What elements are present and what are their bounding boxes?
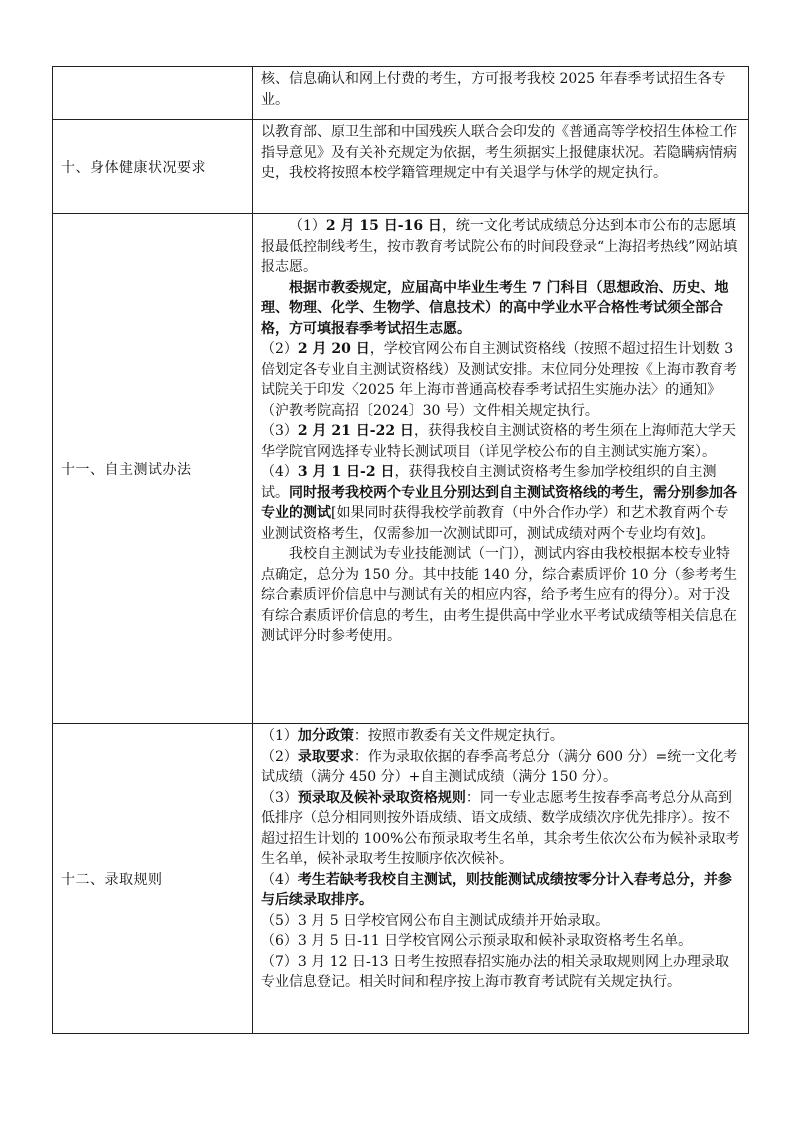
content-paragraph — [261, 788, 742, 870]
body-text: （2） — [261, 748, 298, 765]
body-text: 以教育部、原卫生部和中国残疾人联合会印发的《普通高等学校招生体检工作指导意见》及有关补充规定为依据，考生须据实上报健康状况。若隐瞒病情病史，我校将按照本校学籍管理规定中有关退学与休学的规定执行。 — [261, 124, 737, 181]
section-label-cell — [53, 67, 253, 120]
section-label-cell — [53, 214, 253, 724]
section-label: 十一、自主测试办法 — [61, 461, 192, 478]
bold-text: 2 月 20 日 — [297, 341, 370, 357]
bold-text: 预录取及候补录取资格规则 — [297, 789, 466, 806]
bold-text: 加分政策 — [297, 728, 354, 744]
section-content-cell — [253, 67, 749, 120]
section-label-cell — [53, 724, 253, 1034]
section-label: 十二、录取规则 — [61, 871, 163, 888]
bold-text: 根据市教委规定，应届高中毕业生考生 7 门科目（思想政治、历史、地理、物理、化学、生物学、信息技术）的高中学业水平合格性考试须全部合格，方可填报春季考试招生志愿。 — [261, 279, 729, 337]
body-text: （3） — [261, 423, 298, 439]
content-paragraph — [261, 726, 742, 747]
content-paragraph — [261, 747, 742, 788]
bold-text: 考生若缺考我校自主测试，则技能测试成绩按零分计入春考总分，并参与后续录取排序。 — [261, 871, 732, 908]
section-label: 十、身体健康状况要求 — [61, 159, 206, 176]
table-row — [53, 724, 749, 1034]
section-label-cell — [53, 120, 253, 214]
section-content-cell — [253, 724, 749, 1034]
bold-text: 3 月 1 日-2 日 — [297, 464, 395, 480]
section-content-cell — [253, 214, 749, 724]
body-text: [如果同时获得我校学前教育（中外合作办学）和艺术教育两个专业测试资格考生，仅需参加一次测试即可，测试成绩对两个专业均有效]。 — [261, 505, 729, 542]
section-content-cell — [253, 120, 749, 214]
body-text: （1） — [261, 728, 298, 744]
content-paragraph — [261, 421, 742, 462]
body-text: （3） — [261, 789, 298, 806]
content-paragraph — [261, 69, 742, 110]
content-paragraph — [261, 544, 742, 647]
content-paragraph — [261, 122, 742, 184]
content-paragraph — [261, 339, 742, 421]
content-paragraph — [261, 462, 742, 544]
body-text: （5）3 月 5 日学校官网公布自主测试成绩并开始录取。 — [261, 912, 610, 929]
body-text: ，学校官网公布自主测试资格线（按照不超过招生计划数 3 倍划定各专业自主测试资格线）及测试安排。末位同分处理按《上海市教育考试院关于印发〈2025 年上海市普通高校春季考试招生实施办法〉的通知》（沪教考院高招〔2024〕30 号）文件相关规定执行。 — [261, 341, 738, 419]
admission-rules-table — [52, 66, 749, 1034]
bold-text: 同时报考我校两个专业且分别达到自主测试资格线的考生，需分别参加各专业的测试 — [261, 484, 737, 521]
body-text: ：作为录取依据的春季高考总分（满分 600 分）=统一文化考试成绩（满分 450 分）+自主测试成绩（满分 150 分）。 — [261, 748, 738, 785]
content-paragraph — [261, 952, 742, 993]
bold-text: 录取要求 — [297, 748, 354, 765]
content-paragraph — [261, 870, 742, 911]
body-text: ，获得我校自主测试资格考生参加学校组织的自主测试。 — [261, 464, 717, 501]
content-paragraph — [261, 278, 742, 340]
body-text: ，统一文化考试成绩总分达到本市公布的志愿填报最低控制线考生，按市教育考试院公布的时间段登录“上海招考热线”网站填报志愿。 — [261, 218, 738, 275]
body-text: 我校自主测试为专业技能测试（一门），测试内容由我校根据本校专业特点确定，总分为 150 分。其中技能 140 分，综合素质评价 10 分（参考考生综合素质评价信息中与测试有关的相应内容，给予考生应有的得分）。对于没有综合素质评价信息的考生，由考生提供高中学业水平考试成绩等相关信息在测试评分时参考使用。 — [261, 546, 737, 644]
body-text: （2） — [261, 341, 298, 357]
body-text: 核、信息确认和网上付费的考生，方可报考我校 2025 年春季考试招生各专业。 — [261, 71, 726, 108]
rules-table-body — [53, 67, 749, 1034]
body-text: ：按照市教委有关文件规定执行。 — [353, 728, 564, 744]
content-paragraph — [261, 911, 742, 932]
table-row — [53, 120, 749, 214]
body-text: ：同一专业志愿考生按春季高考总分从高到低排序（总分相同则按外语成绩、语文成绩、数学成绩次序优先排序）。按不超过招生计划的 100%公布预录取考生名单，其余考生依次公布为候补录取考生名单，候补录取考生按顺序依次候补。 — [261, 789, 740, 867]
table-row — [53, 67, 749, 120]
content-paragraph — [261, 931, 742, 952]
bold-text: 2 月 21 日-22 日 — [297, 423, 414, 439]
body-text: （6）3 月 5 日-11 日学校官网公示预录取和候补录取资格考生名单。 — [261, 933, 693, 949]
bold-text: 2 月 15 日-16 日 — [325, 218, 442, 234]
body-text: （4） — [261, 464, 298, 480]
body-text: （4） — [261, 871, 298, 888]
body-text: ，获得我校自主测试资格的考生须在上海师范大学天华学院官网选择专业特长测试项目（详见学校公布的自主测试实施方案）。 — [261, 423, 736, 460]
body-text: （1） — [289, 218, 326, 234]
table-row — [53, 214, 749, 724]
content-paragraph — [261, 216, 742, 278]
body-text: （7）3 月 12 日-13 日考生按照春招实施办法的相关录取规则网上办理录取专业信息登记。相关时间和程序按上海市教育考试院有关规定执行。 — [261, 953, 729, 990]
